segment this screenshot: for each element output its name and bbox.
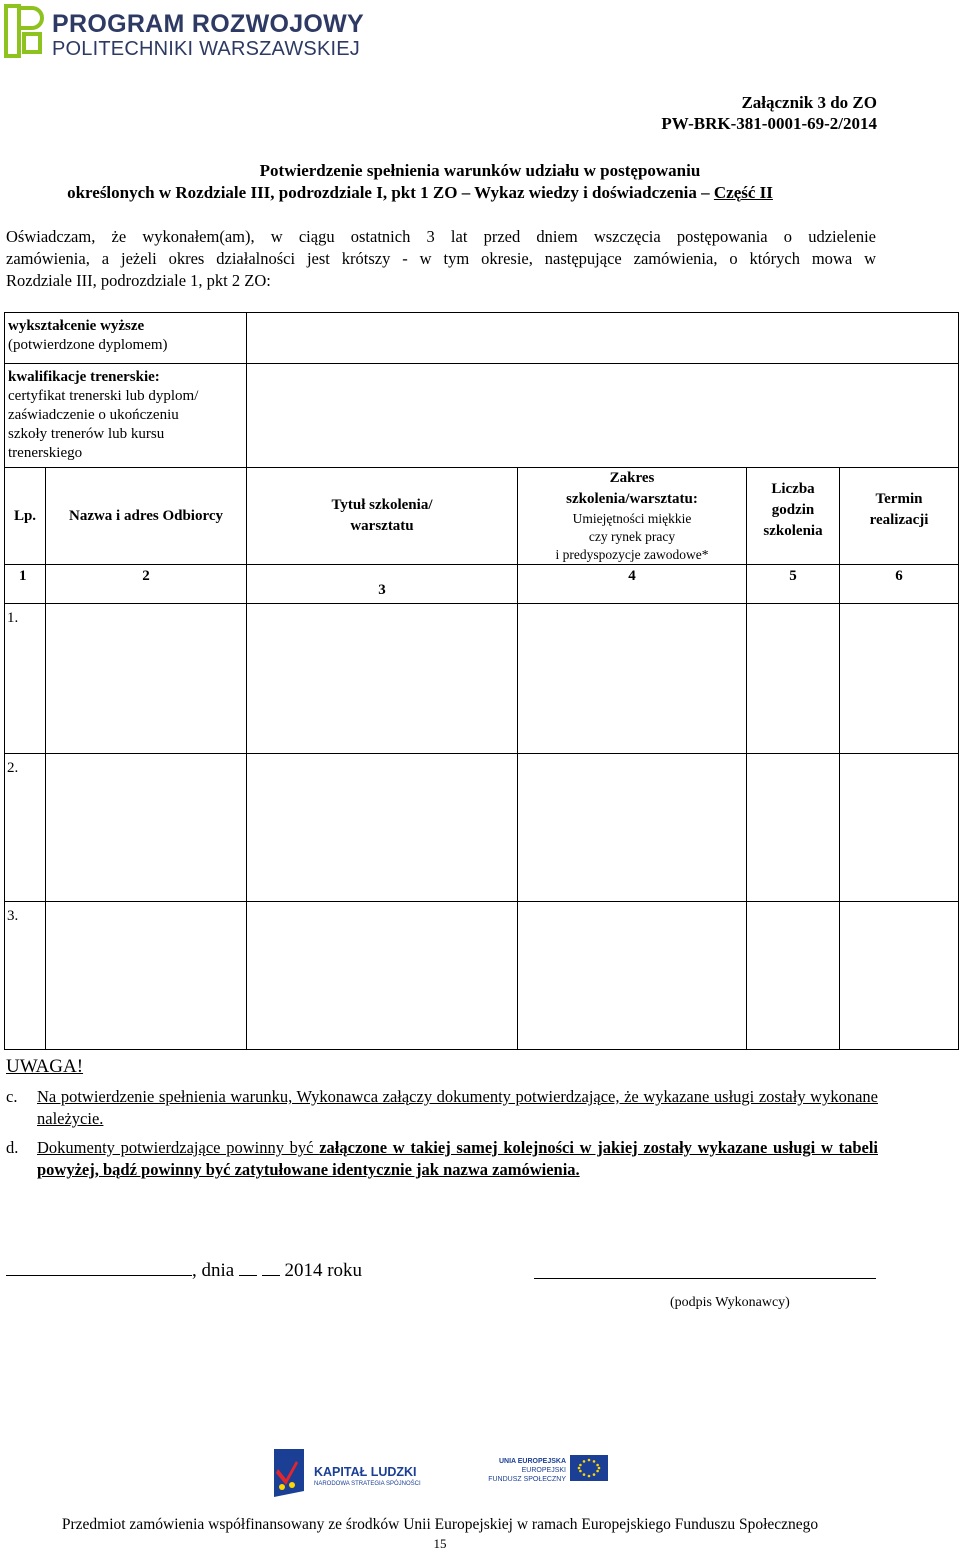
title-field[interactable] (247, 604, 518, 754)
title-field[interactable] (247, 754, 518, 902)
header-term-1: Termin (875, 491, 923, 507)
trainer-sub-4: trenerskiego (8, 445, 83, 461)
hours-field[interactable] (747, 604, 840, 754)
header-lp: Lp. (5, 468, 46, 565)
experience-table (4, 312, 959, 1050)
trainer-value-field[interactable] (247, 364, 959, 468)
header-hours-1: Liczba (771, 480, 815, 497)
note-item (6, 1137, 878, 1181)
education-cell (5, 313, 247, 364)
note-label: d. (6, 1138, 19, 1157)
header-scope-4: czy rynek pracy (588, 529, 676, 544)
col-number: 6 (840, 565, 959, 604)
page-number: 15 (433, 1536, 447, 1551)
statement-line-3: Rozdziale III, podrozdziale 1, pkt 2 ZO: (6, 271, 271, 290)
title-line-2-main: określonych w Rozdziale III, podrozdziale I, pkt 1 ZO – Wykaz wiedzy i doświadczenia – (67, 183, 714, 202)
logo-line-1: PROGRAM ROZWOJOWY (52, 10, 365, 38)
trainer-cell (5, 364, 247, 468)
header-scope-5: i predyspozycje zawodowe* (555, 547, 709, 562)
day-blank[interactable] (239, 1259, 257, 1276)
note-text (37, 1137, 878, 1181)
education-value-field[interactable] (247, 313, 959, 364)
document-title (0, 160, 960, 204)
title-line-2 (67, 182, 773, 204)
annex-reference (661, 92, 877, 134)
education-label: wykształcenie wyższe (8, 318, 145, 334)
row-number: 1. (5, 604, 46, 754)
header-title (247, 468, 518, 565)
date-label: , dnia (192, 1260, 235, 1281)
kapital-ludzki-logo-icon (270, 1447, 306, 1499)
ue-text (480, 1457, 566, 1484)
header-scope-2: szkolenia/warsztatu: (566, 491, 698, 507)
scope-field[interactable] (518, 604, 747, 754)
notes-list (6, 1086, 878, 1188)
ue-line-3: FUNDUSZ SPOŁECZNY (488, 1476, 566, 1483)
trainer-label: kwalifikacje trenerskie: (8, 369, 160, 385)
column-number-row (5, 565, 959, 604)
signature-caption: (podpis Wykonawcy) (670, 1295, 790, 1310)
title-field[interactable] (247, 902, 518, 1050)
row-number: 2. (5, 754, 46, 902)
education-sub: (potwierdzone dyplomem) (8, 337, 168, 353)
annex-number: Załącznik 3 do ZO (741, 93, 877, 112)
note-text: Na potwierdzenie spełnienia warunku, Wykonawca załączy dokumenty potwierdzające, że wykazane usługi zostały wykonane należycie. (37, 1087, 878, 1128)
date-place-line (6, 1259, 362, 1282)
eu-flag-icon (570, 1455, 608, 1481)
table-row (5, 754, 959, 902)
header-title-2: warsztatu (350, 518, 414, 534)
trainer-sub-1: certyfikat trenerski lub dyplom/ (8, 388, 199, 404)
header-hours-3: szkolenia (763, 522, 823, 539)
scope-field[interactable] (518, 902, 747, 1050)
title-line-1: Potwierdzenie spełnienia warunków udziału w postępowaniu (259, 161, 701, 180)
recipient-field[interactable] (46, 604, 247, 754)
header-scope-1: Zakres (609, 470, 655, 486)
statement-paragraph (6, 226, 876, 292)
scope-field[interactable] (518, 754, 747, 902)
statement-line-2: zamówienia, a jeżeli okres działalności jest krótszy - w tym okresie, następujące zamówienia, o których mowa w (6, 249, 876, 268)
kl-name: KAPITAŁ LUDZKI (314, 1465, 417, 1479)
warning-heading: UWAGA! (6, 1056, 84, 1077)
recipient-field[interactable] (46, 902, 247, 1050)
hours-field[interactable] (747, 754, 840, 902)
header-title-1: Tytuł szkolenia/ (331, 497, 433, 513)
term-field[interactable] (840, 604, 959, 754)
note-text-bold: załączone w takiej samej kolejności w jakiej zostały wykazane usługi w tabeli powyżej, bądź powinny być zatytułowane identycznie jak nazwa zamówienia. (37, 1138, 878, 1179)
col-number: 5 (747, 565, 840, 604)
table-row (5, 604, 959, 754)
statement-line-1: Oświadczam, że wykonałem(am), w ciągu ostatnich 3 lat przed dniem wszczęcia postępowania o udzielenie (6, 227, 876, 246)
footer-text: Przedmiot zamówienia współfinansowany ze środków Unii Europejskiej w ramach Europejskiego Funduszu Społecznego (61, 1516, 819, 1533)
header-name: Nazwa i adres Odbiorcy (46, 468, 247, 565)
title-part: Część II (713, 183, 773, 202)
pw-logo-icon (4, 4, 44, 58)
funding-logos (270, 1445, 610, 1501)
month-blank[interactable] (262, 1259, 280, 1276)
note-item (6, 1086, 878, 1130)
term-field[interactable] (840, 902, 959, 1050)
col-number: 1 (5, 565, 46, 604)
col-number: 3 (247, 565, 518, 604)
case-number: PW-BRK-381-0001-69-2/2014 (661, 114, 877, 133)
ue-line-1: UNIA EUROPEJSKA (498, 1458, 566, 1465)
col-number: 4 (518, 565, 747, 604)
term-field[interactable] (840, 754, 959, 902)
trainer-sub-3: szkoły trenerów lub kursu (8, 426, 165, 442)
row-number: 3. (5, 902, 46, 1050)
logo-line-2: POLITECHNIKI WARSZAWSKIEJ (52, 38, 360, 60)
header-term (840, 468, 959, 565)
col-number: 2 (46, 565, 247, 604)
header-hours (747, 468, 840, 565)
kl-sub: NARODOWA STRATEGIA SPÓJNOŚCI (314, 1481, 421, 1487)
hours-field[interactable] (747, 902, 840, 1050)
signature-line[interactable] (534, 1278, 876, 1279)
year-label: 2014 roku (284, 1260, 363, 1281)
note-text-normal: Dokumenty potwierdzające powinny być (37, 1138, 320, 1157)
header-term-2: realizacji (869, 512, 929, 528)
header-scope (518, 468, 747, 565)
ue-line-2: EUROPEJSKI (521, 1467, 566, 1474)
header-scope-3: Umiejętności miękkie (572, 511, 692, 526)
note-label: c. (6, 1087, 18, 1106)
program-rozwojowy-logo (4, 2, 365, 64)
place-blank[interactable] (6, 1259, 192, 1276)
table-row (5, 902, 959, 1050)
trainer-sub-2: zaświadczenie o ukończeniu (8, 407, 179, 423)
header-hours-2: godzin (771, 501, 815, 518)
recipient-field[interactable] (46, 754, 247, 902)
